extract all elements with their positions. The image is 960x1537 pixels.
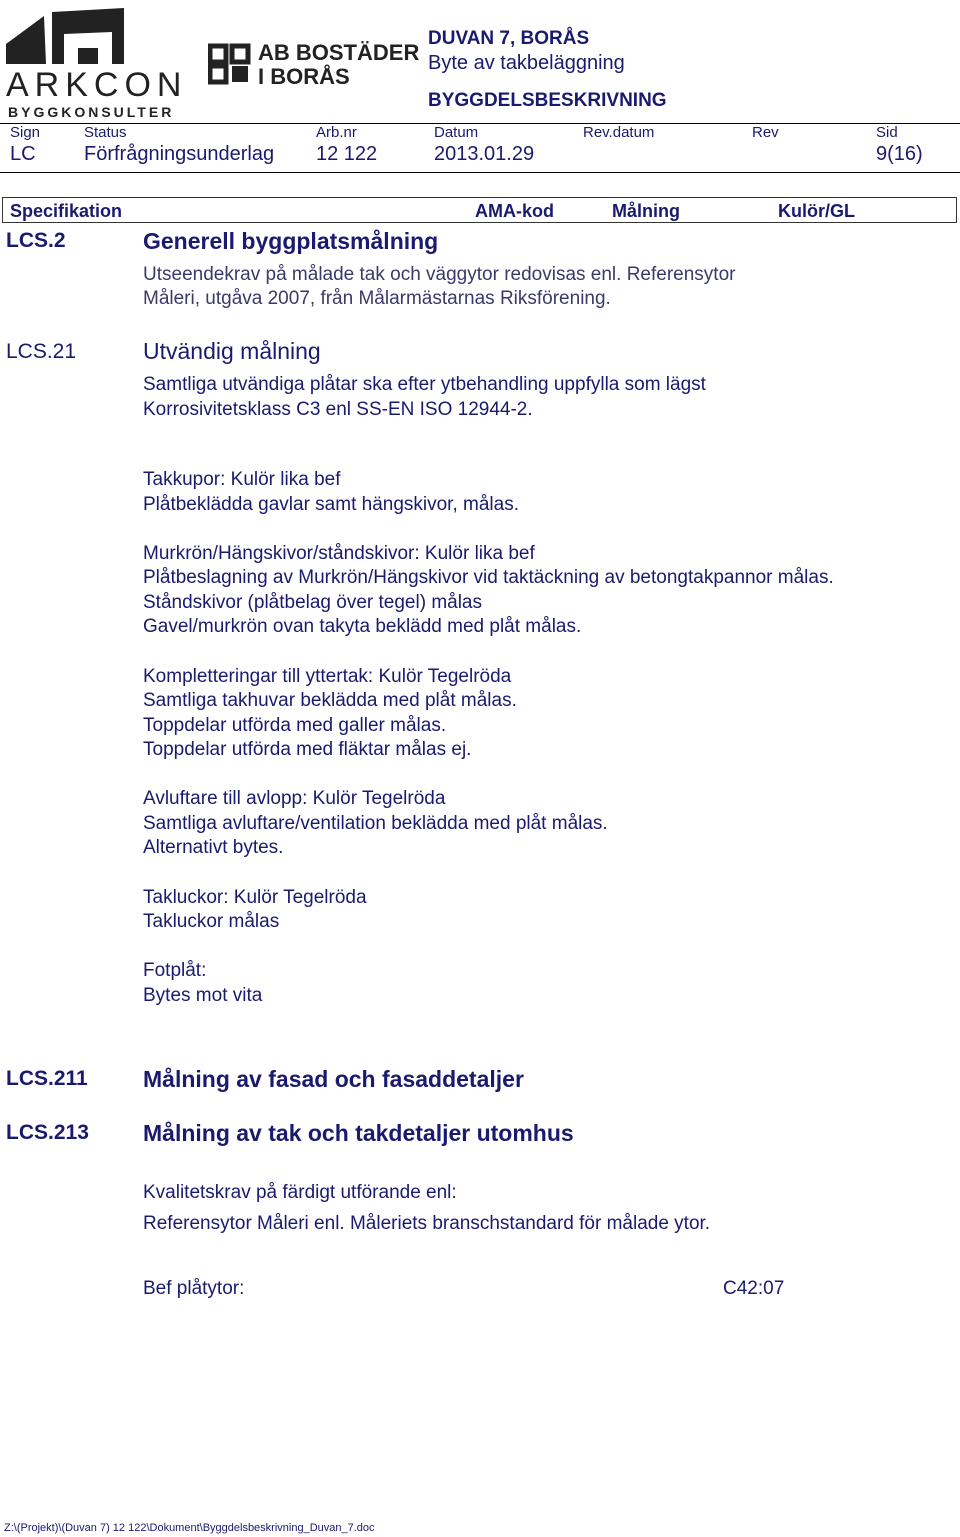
lcs2-text-1: Utseendekrav på målade tak och väggytor redovisas enl. Referensytor — [143, 264, 736, 285]
section-title-lcs211: Målning av fasad och fasaddetaljer — [143, 1066, 524, 1092]
datum-value: 2013.01.29 — [434, 143, 535, 165]
komplett-text-1: Samtliga takhuvar beklädda med plåt målas. — [143, 690, 517, 711]
datum-label: Datum — [434, 124, 479, 141]
komplett-heading: Kompletteringar till yttertak: Kulör Tegelröda — [143, 666, 512, 687]
meta-divider — [0, 172, 960, 173]
murkron-text-3: Gavel/murkrön ovan takyta beklädd med plåt målas. — [143, 616, 582, 637]
revdatum-label: Rev.datum — [583, 124, 655, 141]
lcs21-text-1: Samtliga utvändiga plåtar ska efter ytbehandling uppfylla som lägst — [143, 374, 706, 395]
section-title-lcs21: Utvändig målning — [143, 338, 321, 364]
fotplat-heading: Fotplåt: — [143, 960, 207, 981]
arkcon-sub: BYGGKONSULTER — [8, 104, 175, 120]
komplett-text-2: Toppdelar utförda med galler målas. — [143, 715, 447, 736]
document-type: BYGGDELSBESKRIVNING — [428, 90, 667, 111]
takkupor-heading: Takkupor: Kulör lika bef — [143, 469, 341, 490]
takluckor-heading: Takluckor: Kulör Tegelröda — [143, 887, 367, 908]
document-header — [0, 0, 960, 174]
komplett-text-3: Toppdelar utförda med fläktar målas ej. — [143, 739, 472, 760]
murkron-text-2: Ståndskivor (plåtbelag över tegel) målas — [143, 592, 483, 613]
ab-line1: AB BOSTÄDER — [258, 40, 420, 65]
murkron-heading: Murkrön/Hängskivor/ståndskivor: Kulör lika bef — [143, 543, 535, 564]
avluftare-heading: Avluftare till avlopp: Kulör Tegelröda — [143, 788, 446, 809]
arbnr-value: 12 122 — [316, 143, 378, 165]
rev-label: Rev — [752, 124, 779, 141]
malning-label: Målning — [612, 201, 680, 221]
lcs21-text-2: Korrosivitetsklass C3 enl SS-EN ISO 12944-2. — [143, 399, 533, 420]
avluftare-text-1: Samtliga avluftare/ventilation beklädda med plåt målas. — [143, 813, 608, 834]
ab-house-icon — [208, 42, 252, 86]
ama-kod-label: AMA-kod — [475, 201, 554, 221]
arkcon-logo — [4, 4, 196, 122]
murkron-text-1: Plåtbeslagning av Murkrön/Hängskivor vid taktäckning av betongtakpannor målas. — [143, 567, 834, 588]
avluftare-text-2: Alternativt bytes. — [143, 837, 284, 858]
sign-label: Sign — [10, 124, 41, 141]
file-path-footer: Z:\(Projekt)\(Duvan 7) 12 122\Dokument\Byggdelsbeskrivning_Duvan_7.doc — [4, 1522, 375, 1534]
lcs2-text-2: Måleri, utgåva 2007, från Målarmästarnas Riksförening. — [143, 288, 611, 309]
section-code-lcs213: LCS.213 — [6, 1121, 89, 1144]
arbnr-label: Arb.nr — [316, 124, 357, 141]
section-title-lcs213: Målning av tak och takdetaljer utomhus — [143, 1120, 574, 1146]
sid-value: 9(16) — [876, 143, 923, 165]
project-name: DUVAN 7, BORÅS — [428, 28, 590, 49]
sign-value: LC — [10, 143, 36, 165]
kulor-label: Kulör/GL — [778, 201, 855, 221]
status-value: Förfrågningsunderlag — [84, 143, 275, 165]
sid-label: Sid — [876, 124, 898, 141]
section-code-lcs211: LCS.211 — [6, 1067, 88, 1090]
bef-platytor-value: C42:07 — [723, 1278, 785, 1299]
lcs213-text-2: Referensytor Måleri enl. Måleriets branschstandard för målade ytor. — [143, 1213, 711, 1234]
takkupor-text: Plåtbeklädda gavlar samt hängskivor, målas. — [143, 494, 519, 515]
status-label: Status — [84, 124, 127, 141]
lcs213-text-1: Kvalitetskrav på färdigt utförande enl: — [143, 1182, 457, 1203]
header-divider — [0, 123, 960, 124]
fotplat-text: Bytes mot vita — [143, 985, 263, 1006]
ab-line2: I BORÅS — [258, 64, 350, 89]
section-code-lcs2: LCS.2 — [6, 229, 66, 252]
spec-label: Specifikation — [10, 201, 123, 221]
project-subtitle: Byte av takbeläggning — [428, 52, 625, 74]
takluckor-text: Takluckor målas — [143, 911, 280, 932]
arkcon-name: ARKCON — [6, 66, 188, 104]
bef-platytor-label: Bef plåtytor: — [143, 1278, 245, 1299]
section-code-lcs21: LCS.21 — [6, 340, 77, 363]
section-title-lcs2: Generell byggplatsmålning — [143, 228, 439, 254]
